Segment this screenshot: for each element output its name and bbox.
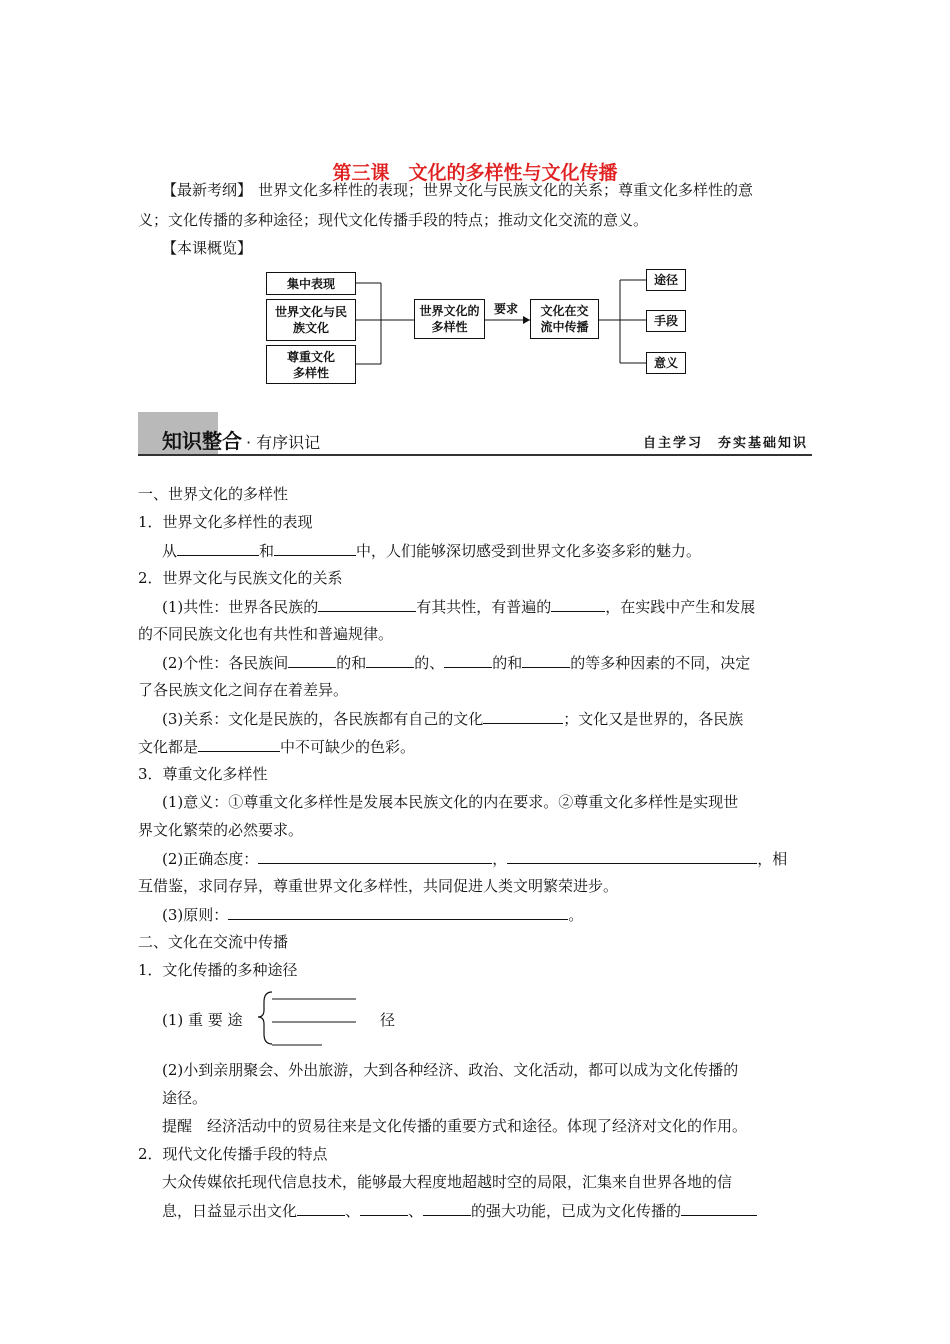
item-1-2-2-line2: 了各民族文化之间存在着差异。 [138, 681, 349, 699]
text-from: 从 [162, 542, 178, 560]
fill-blank[interactable] [360, 1200, 408, 1216]
exam-outline-label: 【最新考纲】 [162, 181, 253, 199]
text: ，相 [757, 850, 788, 868]
text-rest: 中，人们能够深切感受到世界文化多姿多彩的魅力。 [356, 542, 702, 560]
diagram-box-world-national: 世界文化与民族文化 [266, 299, 356, 341]
text: (3)原则： [162, 906, 229, 924]
text: 的、 [414, 654, 445, 672]
text: (2)正确态度： [162, 850, 259, 868]
item-2-1-1-suffix: 径 [380, 1011, 396, 1029]
text: 文化都是 [138, 738, 199, 756]
item-1-3-2-line2: 互借鉴，求同存异，尊重世界文化多样性，共同促进人类文明繁荣进步。 [138, 877, 619, 895]
diagram-box-meaning: 意义 [646, 352, 686, 374]
exam-outline-text2: 义；文化传播的多种途径；现代文化传播手段的特点；推动文化交流的意义。 [138, 211, 649, 229]
diagram-box-route: 途径 [646, 269, 686, 291]
text: ，在实践中产生和发展 [605, 598, 756, 616]
diagram-box-respect: 尊重文化多样性 [266, 345, 356, 384]
text: 、 [345, 1202, 361, 1220]
item-2-1-2-line2: 途径。 [162, 1089, 208, 1107]
exam-outline-text1: 世界文化多样性的表现；世界文化与民族文化的关系；尊重文化多样性的意 [258, 181, 754, 199]
item-2-2-heading: 2．现代文化传播手段的特点 [138, 1145, 328, 1163]
text: 中不可缺少的色彩。 [280, 738, 416, 756]
section-1-heading: 一、世界文化的多样性 [138, 485, 289, 503]
text: ， [492, 850, 508, 868]
diagram-arrow-label: 要求 [494, 302, 519, 316]
fill-blank[interactable] [423, 1200, 471, 1216]
diagram-box-means: 手段 [646, 310, 686, 332]
text: 的等多种因素的不同，决定 [570, 654, 751, 672]
fill-blank[interactable] [681, 1200, 757, 1216]
item-1-3-1-line1: (1)意义：①尊重文化多样性是发展本民族文化的内在要求。②尊重文化多样性是实现世 [162, 793, 739, 811]
text: (2)个性：各民族间 [162, 654, 289, 672]
item-2-2-line2 [162, 1200, 757, 1221]
item-2-1-2-line1: (2)小到亲朋聚会、外出旅游，大到各种经济、政治、文化活动，都可以成为文化传播的 [162, 1061, 739, 1079]
banner-right-text: 自主学习 夯实基础知识 [642, 436, 808, 451]
banner-heading-text: 知识整合 [162, 429, 242, 453]
diagram-box-diversity: 世界文化的多样性 [414, 299, 485, 339]
text: 。 [568, 906, 584, 924]
text: 有其共性，有普遍的 [416, 598, 552, 616]
text: 的和 [336, 654, 367, 672]
text: 的强大功能，已成为文化传播的 [471, 1202, 682, 1220]
tip-text: 提醒 经济活动中的贸易往来是文化传播的重要方式和途径。体现了经济对文化的作用。 [162, 1117, 748, 1135]
text: 、 [408, 1202, 424, 1220]
text: 的和 [492, 654, 523, 672]
item-1-2-1-line2: 的不同民族文化也有共性和普遍规律。 [138, 625, 394, 643]
diagram-box-spread: 文化在交流中传播 [530, 299, 599, 339]
text: 息，日益显示出文化 [162, 1202, 298, 1220]
page-title: 第三课 文化的多样性与文化传播 [332, 162, 618, 184]
text-and: 和 [259, 542, 275, 560]
fill-blank[interactable] [297, 1200, 345, 1216]
banner-subheading: · 有序识记 [246, 433, 321, 452]
item-2-1-heading: 1．文化传播的多种途径 [138, 961, 298, 979]
overview-label: 【本课概览】 [162, 239, 253, 257]
item-2-1-1-label: (1) 重 要 途 [162, 1011, 243, 1029]
section-2-heading: 二、文化在交流中传播 [138, 933, 289, 951]
item-2-2-line1: 大众传媒依托现代信息技术，能够最大程度地超越时空的局限，汇集来自世界各地的信 [162, 1173, 733, 1191]
item-1-1-heading: 1．世界文化多样性的表现 [138, 513, 313, 531]
text: (3)关系：文化是民族的，各民族都有自己的文化 [162, 710, 484, 728]
item-1-2-heading: 2．世界文化与民族文化的关系 [138, 569, 343, 587]
diagram-box-concentrated: 集中表现 [266, 272, 356, 295]
item-1-3-heading: 3．尊重文化多样性 [138, 765, 268, 783]
item-1-3-1-line2: 界文化繁荣的必然要求。 [138, 821, 304, 839]
text: (1)共性：世界各民族的 [162, 598, 319, 616]
text: ；文化又是世界的，各民族 [563, 710, 744, 728]
